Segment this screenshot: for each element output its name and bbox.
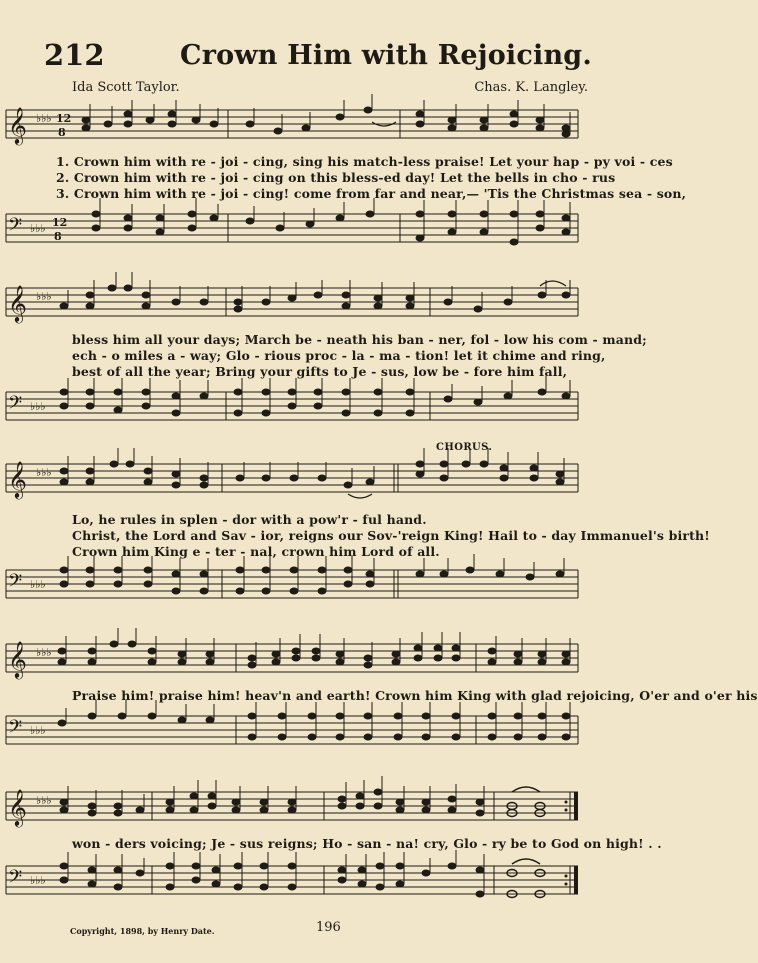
copyright-notice: Copyright, 1898, by Henry Date. (70, 926, 215, 936)
svg-text:8: 8 (54, 230, 62, 243)
svg-text:♭♭♭: ♭♭♭ (36, 794, 52, 807)
svg-text:12: 12 (56, 112, 72, 125)
treble-staff-5 (0, 782, 584, 826)
svg-text:𝄢: 𝄢 (8, 393, 23, 418)
svg-text:𝄞: 𝄞 (8, 788, 27, 826)
svg-text:𝄢: 𝄢 (8, 215, 23, 240)
treble-staff-1-notation (0, 100, 584, 144)
verse-lyric: 3. Crown him with re - joi - cing! come from far and near,— 'Tis the Christmas sea - son, (56, 186, 687, 201)
treble-staff-3 (0, 454, 584, 498)
treble-staff-4 (0, 634, 584, 678)
composer-credit: Chas. K. Langley. (474, 80, 588, 95)
bass-staff-1-notation (0, 204, 584, 248)
svg-text:𝄞: 𝄞 (8, 460, 27, 498)
bass-staff-2 (0, 382, 584, 426)
verse-lyric: Crown him King e - ter - nal, crown him Lord of all. (72, 544, 440, 559)
svg-text:8: 8 (58, 126, 66, 139)
bass-staff-4 (0, 706, 584, 750)
svg-text:𝄢: 𝄢 (8, 867, 23, 892)
author-credit: Ida Scott Taylor. (72, 80, 180, 95)
chorus-lyric: won - ders voicing; Je - sus reigns; Ho - san - na! cry, Glo - ry be to God on high! . . (72, 836, 662, 851)
verse-lyric: bless him all your days; March be - neath his ban - ner, fol - low his com - mand; (72, 332, 647, 347)
svg-text:♭♭♭: ♭♭♭ (30, 400, 46, 413)
bass-staff-4-notation (0, 706, 584, 750)
bass-staff-2-notation (0, 382, 584, 426)
chorus-lyric: Praise him! praise him! heav'n and earth! Crown him King with glad rejoicing, O'er and o'er his (72, 688, 758, 703)
verse-lyric: Lo, he rules in splen - dor with a pow'r - ful hand. (72, 512, 427, 527)
svg-text:𝄞: 𝄞 (8, 640, 27, 678)
bass-staff-5 (0, 856, 584, 900)
treble-staff-3-notation (0, 454, 584, 498)
verse-lyric: Christ, the Lord and Sav - ior, reigns our Sov-'reign King! Hail to - day Immanuel's birth! (72, 528, 710, 543)
bass-staff-3 (0, 560, 584, 604)
svg-text:♭♭♭: ♭♭♭ (36, 112, 52, 125)
svg-text:𝄢: 𝄢 (8, 571, 23, 596)
svg-text:♭♭♭: ♭♭♭ (30, 222, 46, 235)
bass-staff-1 (0, 204, 584, 248)
svg-text:12: 12 (52, 216, 68, 229)
bass-staff-3-notation (0, 560, 584, 604)
verse-lyric: ech - o miles a - way; Glo - rious proc - la - ma - tion! let it chime and ring, (72, 348, 606, 363)
treble-staff-5-notation (0, 782, 584, 826)
page-number: 196 (316, 920, 341, 935)
svg-text:♭♭♭: ♭♭♭ (36, 466, 52, 479)
verse-lyric: 1. Crown him with re - joi - cing, sing his match-less praise! Let your hap - py voi - ces (56, 154, 673, 169)
verse-lyric: 2. Crown him with re - joi - cing on this bless-ed day! Let the bells in cho - rus (56, 170, 616, 185)
svg-text:♭♭♭: ♭♭♭ (30, 874, 46, 887)
treble-staff-2-notation (0, 278, 584, 322)
svg-text:𝄢: 𝄢 (8, 717, 23, 742)
svg-text:𝄞: 𝄞 (8, 284, 27, 322)
treble-staff-1 (0, 100, 584, 144)
verse-lyric: best of all the year; Bring your gifts to Je - sus, low be - fore him fall, (72, 364, 568, 379)
chorus-label: CHORUS. (436, 442, 493, 453)
treble-staff-2 (0, 278, 584, 322)
treble-staff-4-notation (0, 634, 584, 678)
svg-text:𝄞: 𝄞 (8, 106, 27, 144)
svg-text:♭♭♭: ♭♭♭ (36, 290, 52, 303)
hymn-number: 212 (44, 38, 105, 72)
svg-text:♭♭♭: ♭♭♭ (30, 578, 46, 591)
bass-staff-5-notation (0, 856, 584, 900)
svg-text:♭♭♭: ♭♭♭ (30, 724, 46, 737)
hymn-title: Crown Him with Rejoicing. (180, 40, 592, 71)
svg-text:♭♭♭: ♭♭♭ (36, 646, 52, 659)
